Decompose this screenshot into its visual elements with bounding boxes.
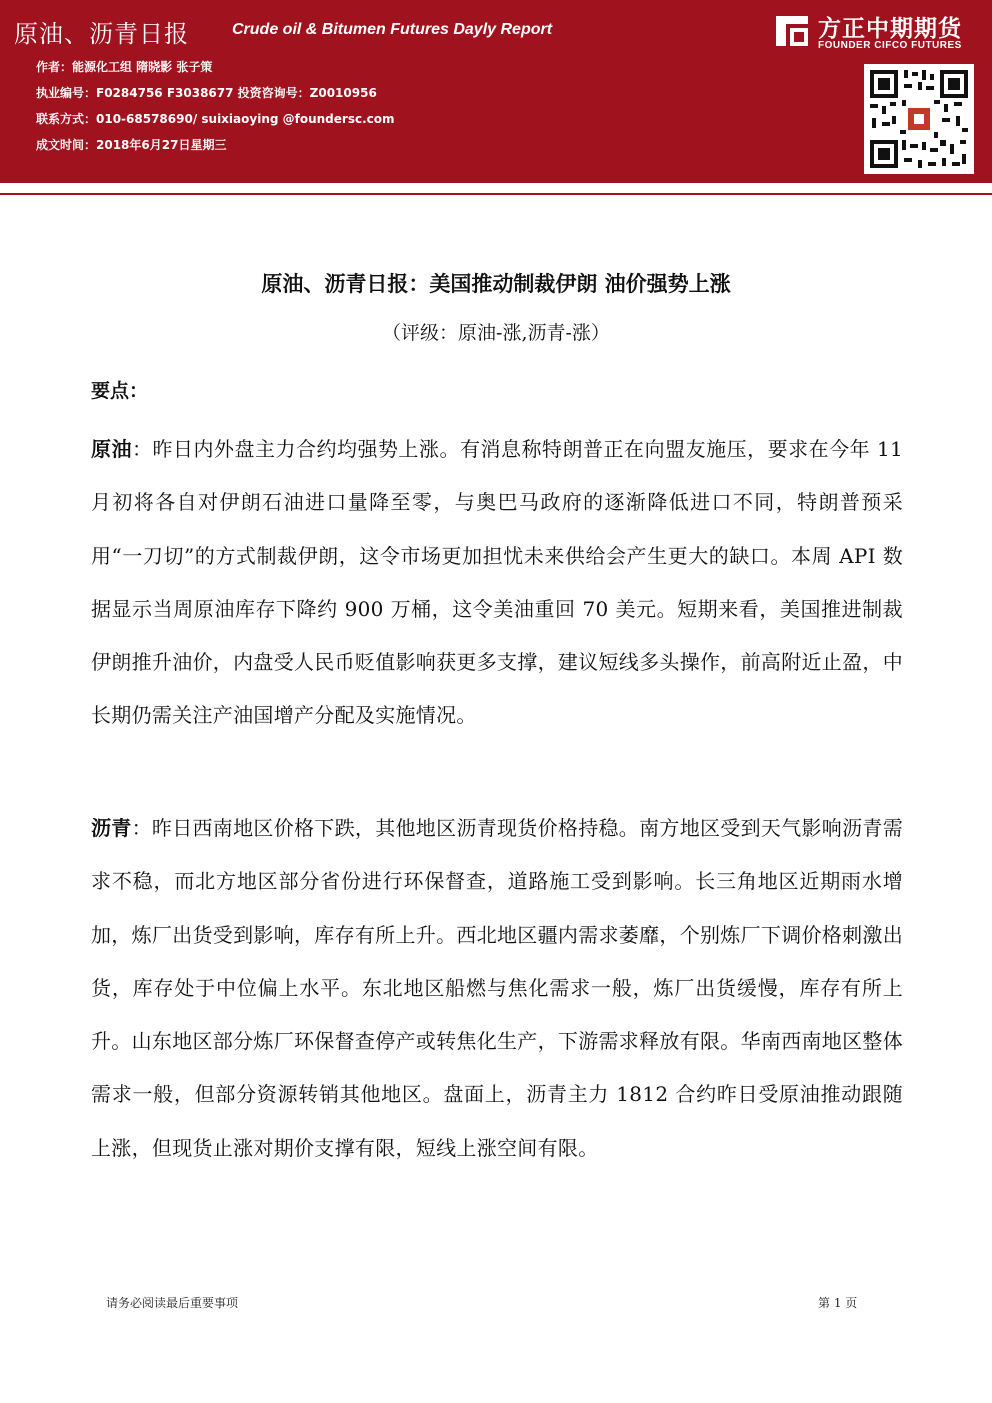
report-header-banner bbox=[0, 0, 992, 183]
logo-text-en: FOUNDER CIFCO FUTURES bbox=[818, 40, 962, 51]
contact-line: 联系方式：010-68578690/ suixiaoying @foundersc.com bbox=[36, 112, 395, 126]
bitumen-text: ：昨日西南地区价格下跌，其他地区沥青现货价格持稳。南方地区受到天气影响沥青需求不稳，而北方地区部分省份进行环保督查，道路施工受到影响。长三角地区近期雨水增加，炼厂出货受到影响，库存有所上升。西北地区疆内需求萎靡，个别炼厂下调价格刺激出货，库存处于中位偏上水平。东北地区船燃与焦化需求一般，炼厂出货缓慢，库存有所上升。山东地区部分炼厂环保督查停产或转焦化生产，下游需求释放有限。华南西南地区整体需求一般，但部分资源转销其他地区。盘面上，沥青主力 1812 合约昨日受原油推动跟随上涨，但现货止涨对期价支撑有限，短线上涨空间有限。 bbox=[91, 816, 904, 1160]
crude-oil-lead: 原油 bbox=[91, 437, 133, 461]
header-divider bbox=[0, 193, 992, 195]
page-number: 第 1 页 bbox=[818, 1296, 858, 1310]
author-line: 作者：能源化工组 隋晓影 张子策 bbox=[36, 60, 213, 74]
header-title-en: Crude oil & Bitumen Futures Dayly Report bbox=[232, 21, 553, 38]
header-title-cn: 原油、沥青日报 bbox=[14, 20, 189, 48]
footer-notice: 请务必阅读最后重要事项 bbox=[106, 1296, 239, 1310]
crude-oil-paragraph bbox=[91, 423, 903, 743]
bitumen-lead: 沥青 bbox=[91, 816, 132, 840]
bitumen-paragraph bbox=[91, 802, 903, 1175]
report-title: 原油、沥青日报：美国推动制裁伊朗 油价强势上涨 bbox=[261, 272, 731, 296]
logo-text-cn: 方正中期期货 bbox=[818, 16, 962, 42]
date-line: 成文时间：2018年6月27日星期三 bbox=[36, 138, 227, 152]
company-logo bbox=[772, 10, 984, 54]
qr-code bbox=[864, 64, 974, 174]
key-points-label: 要点： bbox=[91, 380, 149, 402]
logo-mark-icon bbox=[772, 12, 812, 50]
license-line: 执业编号：F0284756 F3038677 投资咨询号：Z0010956 bbox=[36, 86, 377, 100]
crude-oil-text: ：昨日内外盘主力合约均强势上涨。有消息称特朗普正在向盟友施压，要求在今年 11 月初将各自对伊朗石油进口量降至零，与奥巴马政府的逐渐降低进口不同，特朗普预采用“一刀切”的方式制裁伊朗，这令市场更加担忧未来供给会产生更大的缺口。本周 API 数据显示当周原油库存下降约 900 万桶，这令美油重回 70 美元。短期来看，美国推进制裁伊朗推升油价，内盘受人民币贬值影响获更多支撑，建议短线多头操作，前高附近止盈，中长期仍需关注产油国增产分配及实施情况。 bbox=[91, 437, 903, 728]
report-rating: （评级：原油-涨,沥青-涨） bbox=[382, 322, 610, 344]
qr-code-icon bbox=[864, 64, 974, 174]
